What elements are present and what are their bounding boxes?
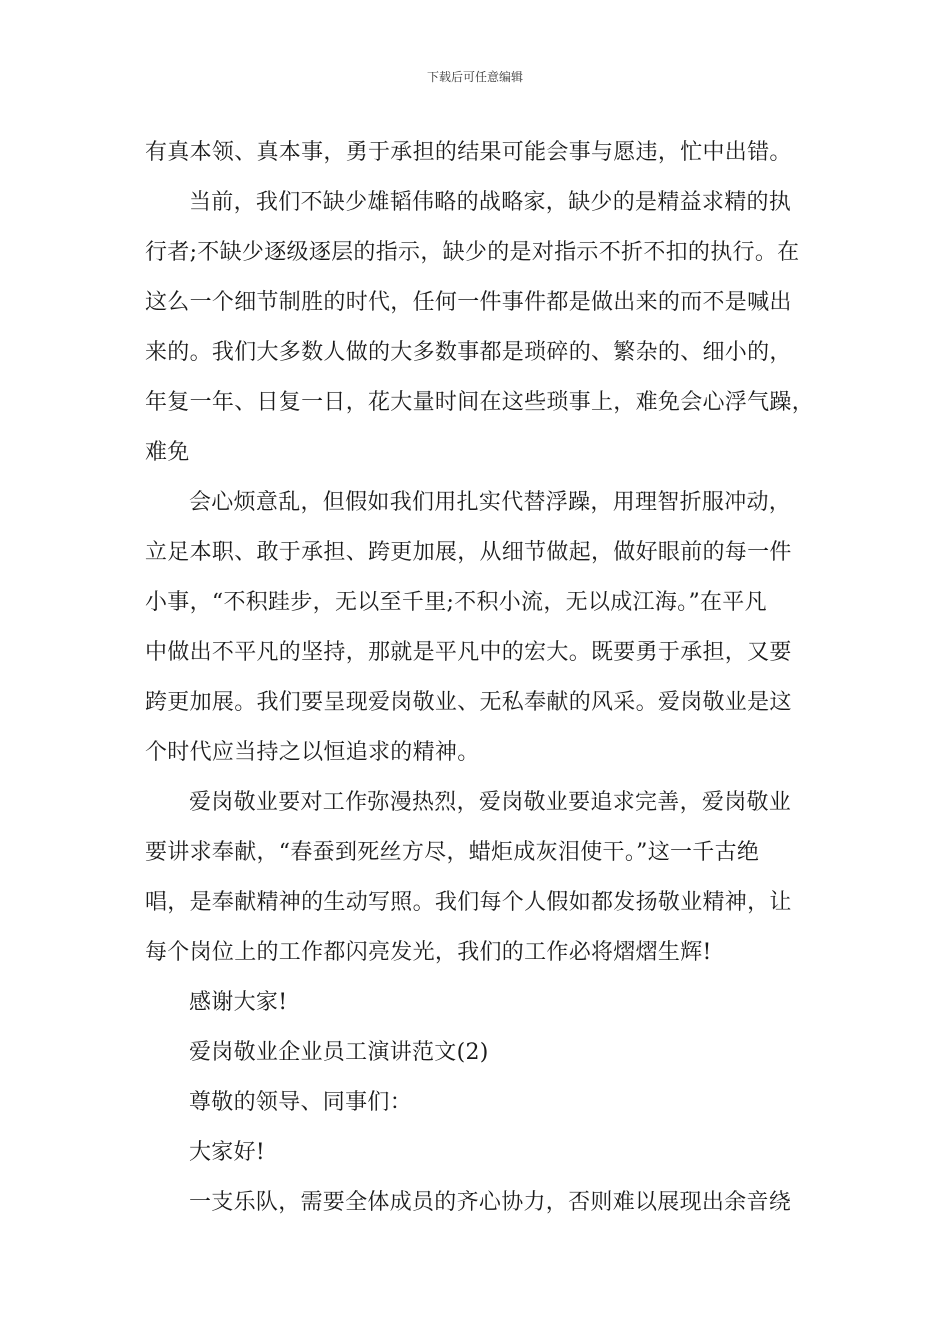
text-line: 中做出不平凡的坚持，那就是平凡中的宏大。既要勇于承担，又要 (145, 640, 792, 665)
text-line: 难免 (145, 440, 190, 465)
text-line: 年复一年、日复一日，花大量时间在这些琐事上，难免会心浮气躁， (145, 390, 815, 415)
page-header-note: 下载后可任意编辑 (426, 70, 523, 84)
text-line: 每个岗位上的工作都闪亮发光，我们的工作必将熠熠生辉! (145, 940, 712, 965)
greeting: 大家好! (189, 1140, 266, 1165)
text-line: 要讲求奉献，“春蚕到死丝方尽，蜡炬成灰泪使干。”这一千古绝 (145, 840, 760, 865)
text-line: 小事，“不积跬步，无以至千里;不积小流，无以成江海。”在平凡 (145, 590, 767, 615)
closing-thanks: 感谢大家! (189, 990, 288, 1015)
text-line: 有真本领、真本事，勇于承担的结果可能会事与愿违，忙中出错。 (145, 140, 792, 165)
text-line: 当前，我们不缺少雄韬伟略的战略家，缺少的是精益求精的执 (189, 190, 792, 215)
text-line: 唱，是奉献精神的生动写照。我们每个人假如都发扬敬业精神，让 (145, 890, 792, 915)
text-line: 这么一个细节制胜的时代，任何一件事件都是做出来的而不是喊出 (145, 290, 792, 315)
salutation: 尊敬的领导、同事们： (189, 1090, 413, 1115)
text-line: 爱岗敬业要对工作弥漫热烈，爱岗敬业要追求完善，爱岗敬业 (189, 790, 792, 815)
text-line: 跨更加展。我们要呈现爱岗敬业、无私奉献的风采。爱岗敬业是这 (145, 690, 792, 715)
text-line: 行者;不缺少逐级逐层的指示，缺少的是对指示不折不扣的执行。在 (145, 240, 800, 265)
text-line: 会心烦意乱，但假如我们用扎实代替浮躁，用理智折服冲动， (189, 490, 792, 515)
text-line: 立足本职、敢于承担、跨更加展，从细节做起，做好眼前的每一件 (145, 540, 792, 565)
section-title: 爱岗敬业企业员工演讲范文(2) (189, 1040, 489, 1065)
text-line: 一支乐队，需要全体成员的齐心协力，否则难以展现出余音绕 (189, 1190, 792, 1215)
document-body (145, 128, 815, 1228)
text-line: 来的。我们大多数人做的大多数事都是琐碎的、繁杂的、细小的， (145, 340, 792, 365)
text-line: 个时代应当持之以恒追求的精神。 (145, 740, 480, 765)
